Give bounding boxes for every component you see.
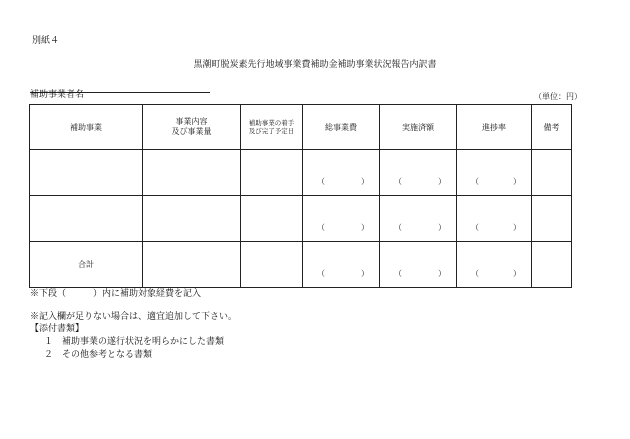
attachment-number: 別紙４ (32, 36, 60, 46)
project-cell[interactable] (30, 196, 143, 242)
total-cost-cell[interactable]: （ ） (303, 242, 380, 288)
col-header-dates: 補助事業の着手 及び完了予定日 (241, 105, 303, 150)
total-cost-cell[interactable]: （ ） (303, 196, 380, 242)
project-cell[interactable] (30, 150, 143, 196)
executed-amount-cell[interactable]: （ ） (380, 242, 457, 288)
remarks-cell[interactable] (532, 150, 572, 196)
progress-rate-cell[interactable]: （ ） (457, 242, 532, 288)
progress-rate-cell[interactable]: （ ） (457, 196, 532, 242)
col-header-remarks: 備考 (532, 105, 572, 150)
note-parenthesis: ※下段（ ）内に補助対象経費を記入 (30, 289, 202, 299)
dates-cell[interactable] (241, 150, 303, 196)
breakdown-table (29, 104, 572, 288)
content-cell[interactable] (143, 196, 241, 242)
remarks-cell[interactable] (532, 196, 572, 242)
total-label-cell: 合計 (30, 242, 143, 288)
col-header-content: 事業内容 及び事業量 (143, 105, 241, 150)
col-header-executed-amount: 実施済額 (380, 105, 457, 150)
table-header-row (30, 105, 572, 150)
attachment-item: １ 補助事業の遂行状況を明らかにした書類 (44, 337, 225, 347)
remarks-cell[interactable] (532, 242, 572, 288)
applicant-name-field[interactable] (30, 82, 210, 100)
note-add-rows: ※記入欄が足りない場合は、適宜追加して下さい。 (30, 312, 238, 322)
col-header-project: 補助事業 (30, 105, 143, 150)
document-title: 黒潮町脱炭素先行地域事業費補助金補助事業状況報告内訳書 (193, 60, 437, 70)
table-row (30, 196, 572, 242)
dates-cell[interactable] (241, 196, 303, 242)
dates-cell[interactable] (241, 242, 303, 288)
applicant-name-label: 補助事業者名 (30, 90, 85, 100)
content-cell[interactable] (143, 242, 241, 288)
total-cost-cell[interactable]: （ ） (303, 150, 380, 196)
content-cell[interactable] (143, 150, 241, 196)
col-header-progress-rate: 進捗率 (457, 105, 532, 150)
attachments-heading: 【添付書類】 (30, 324, 85, 334)
progress-rate-cell[interactable]: （ ） (457, 150, 532, 196)
table-row (30, 150, 572, 196)
unit-label: （単位：円） (534, 92, 582, 101)
executed-amount-cell[interactable]: （ ） (380, 196, 457, 242)
col-header-total-cost: 総事業費 (303, 105, 380, 150)
attachment-item: ２ その他参考となる書類 (44, 350, 153, 360)
total-row (30, 242, 572, 288)
executed-amount-cell[interactable]: （ ） (380, 150, 457, 196)
